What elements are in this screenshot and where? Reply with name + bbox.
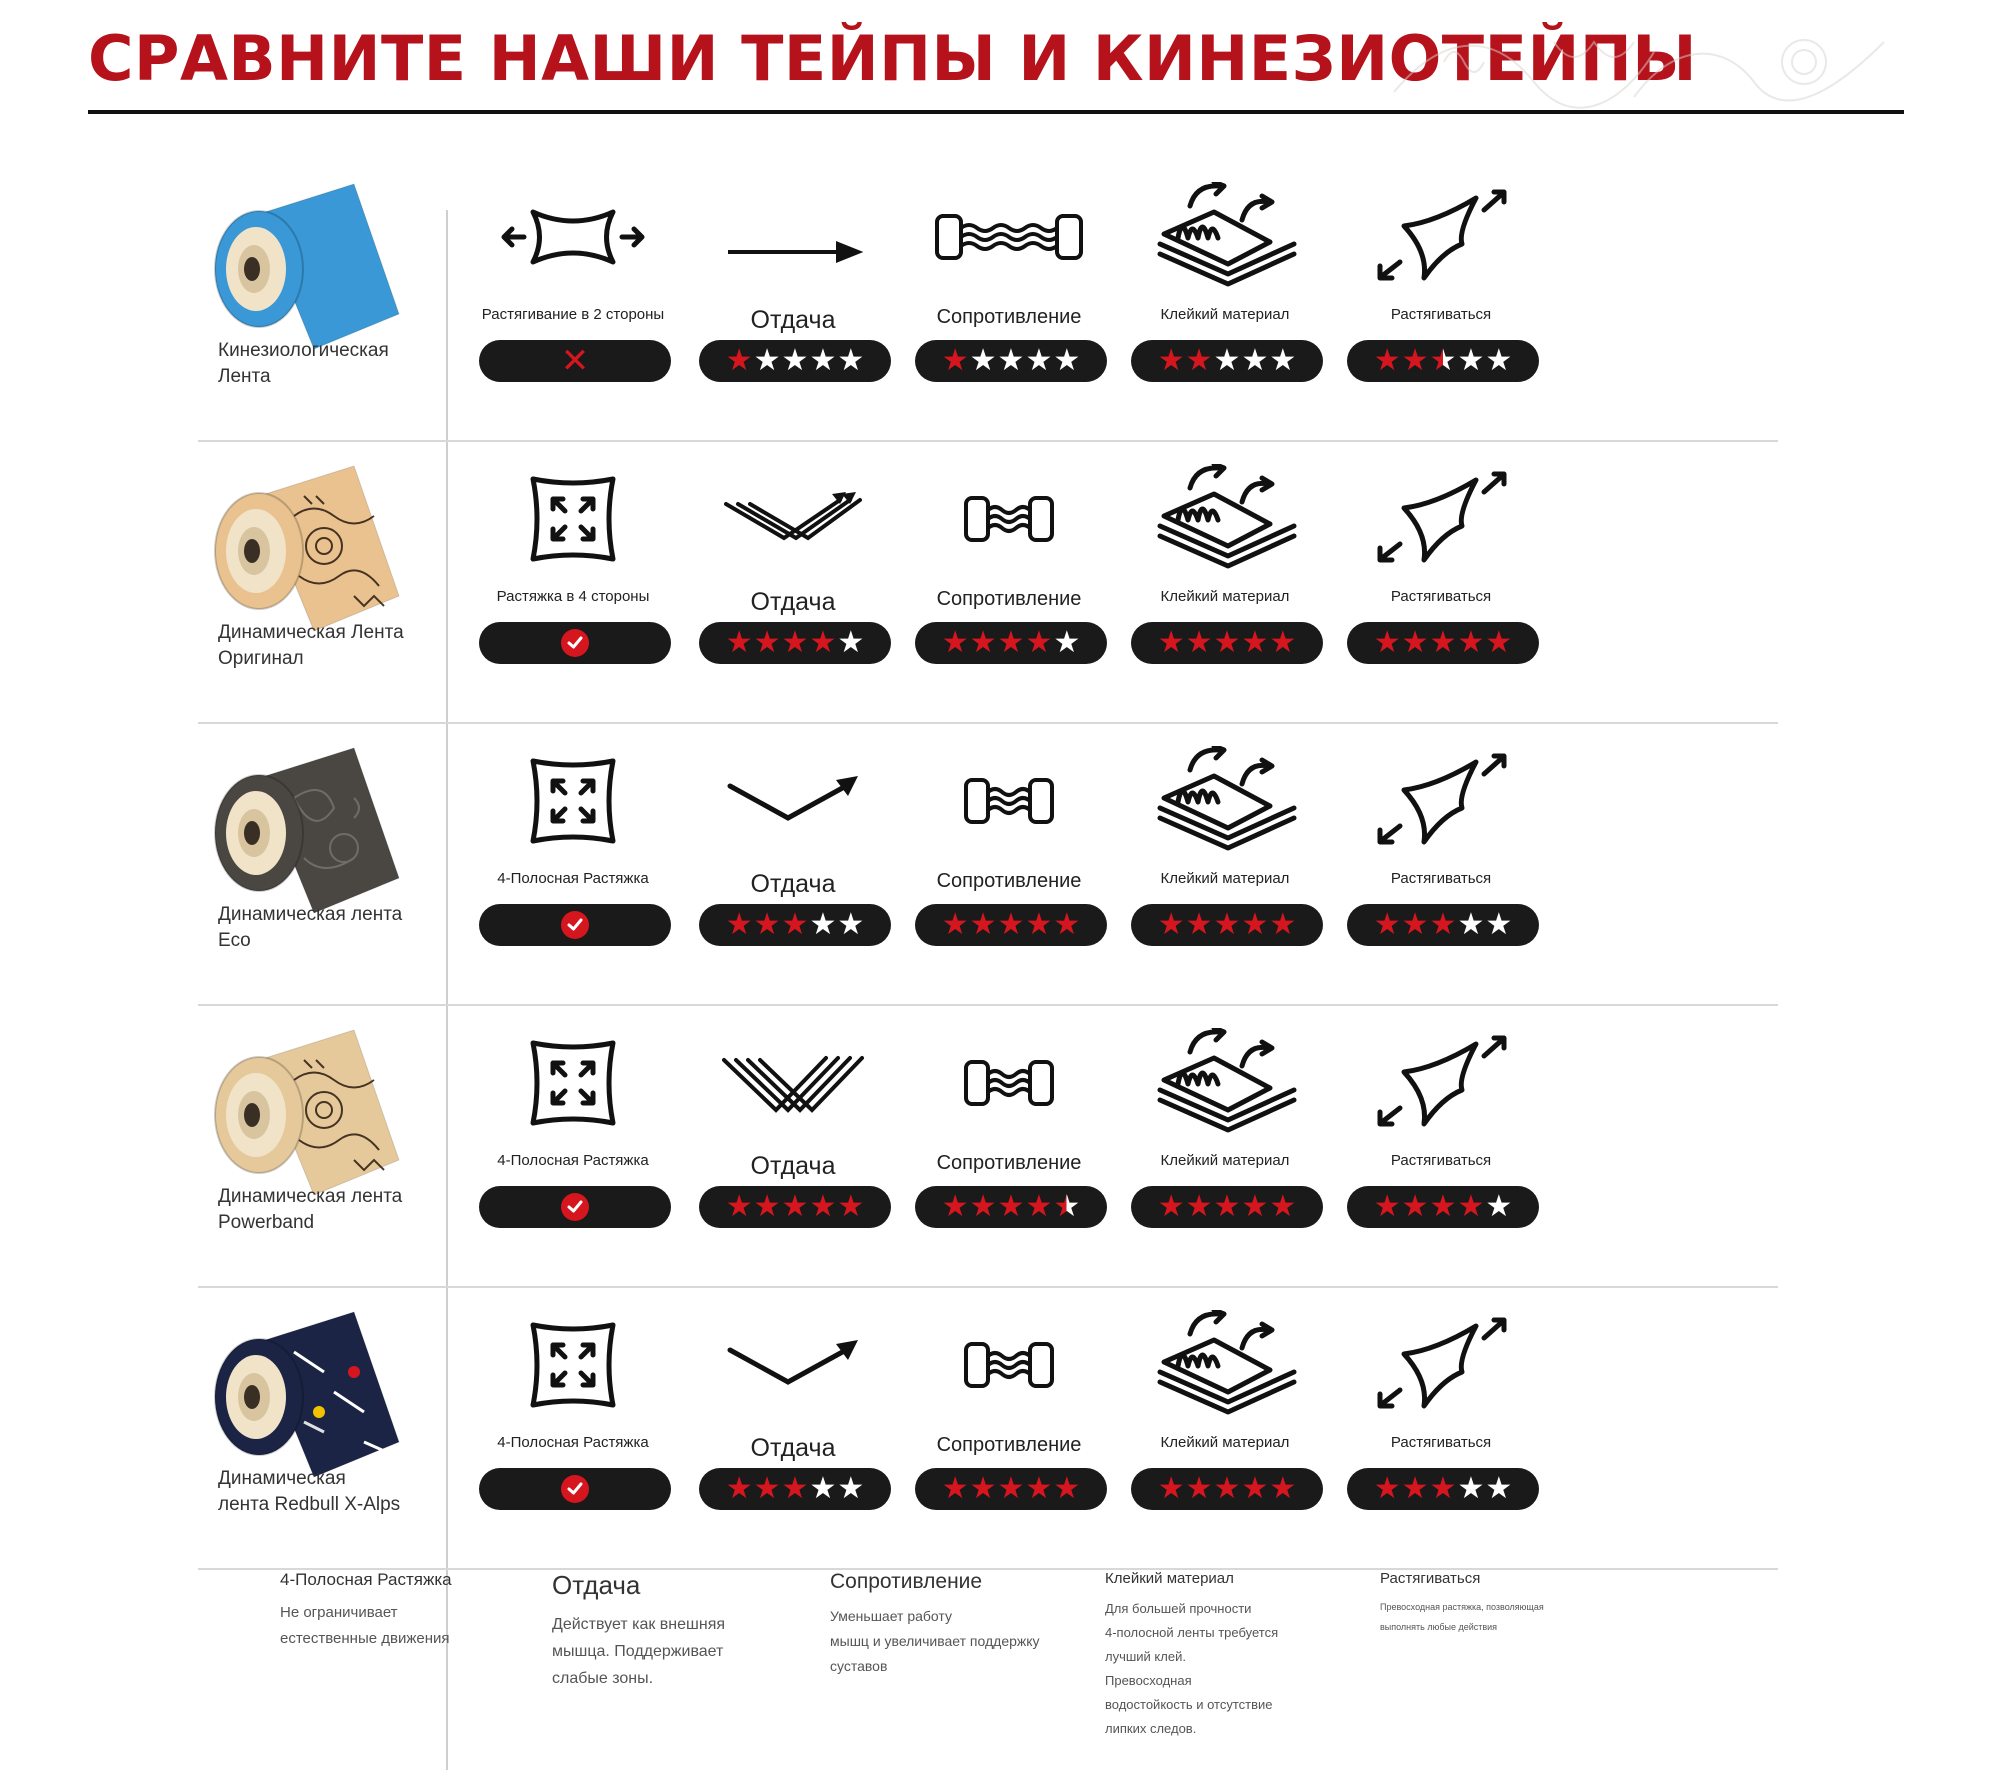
star-icon: ★: [1241, 907, 1269, 942]
resistance-cell: [909, 442, 1109, 724]
star-icon: ★: [941, 907, 969, 942]
product-cell: [198, 442, 443, 724]
star-icon: ★: [837, 1471, 865, 1506]
adhesive-cell: [1125, 724, 1325, 1006]
resistance-short-icon: [909, 1028, 1109, 1138]
star-icon: ★: [1269, 343, 1297, 378]
tape-roll-image: [204, 1020, 404, 1200]
star-icon: ★: [1213, 1471, 1241, 1506]
resistance-label: Сопротивление: [936, 1152, 1082, 1174]
star-icon: ★: [1429, 1189, 1457, 1224]
star-icon: ★: [1429, 625, 1457, 660]
recoil-quad-icon: [693, 1028, 893, 1138]
adhesive-layers-icon: [1125, 746, 1325, 856]
star-icon: ★: [753, 1471, 781, 1506]
resistance-rating: [915, 904, 1107, 946]
recoil-cell: [693, 442, 893, 724]
description-line: мышц и увеличивает поддержку: [830, 1633, 1040, 1649]
stretch-indicator: [479, 622, 671, 664]
description-line: Превосходная: [1105, 1673, 1192, 1688]
star-icon: ★: [1241, 1189, 1269, 1224]
check-icon: [561, 911, 589, 939]
page-header: [88, 22, 1904, 114]
stretch-4-way-icon: [473, 1310, 673, 1420]
star-icon: ★: [725, 1471, 753, 1506]
star-icon: ★: [781, 1189, 809, 1224]
stretch-label: Растягивание в 2 стороны: [481, 306, 665, 323]
product-cell: [198, 1006, 443, 1288]
star-icon: ★: [969, 625, 997, 660]
star-icon: ★: [1485, 1189, 1513, 1224]
adhesive-rating: [1131, 1186, 1323, 1228]
star-icon: ★: [1457, 343, 1485, 378]
star-icon: ★: [941, 343, 969, 378]
stretch-cell: [473, 442, 673, 724]
stretch-label: 4-Полосная Растяжка: [497, 1152, 649, 1169]
description-title: Сопротивление: [830, 1570, 983, 1593]
adhesive-cell: [1125, 1006, 1325, 1288]
elastic-star-icon: [1341, 182, 1541, 292]
star-icon: ★: [1269, 1471, 1297, 1506]
star-icon: ★: [1401, 1189, 1429, 1224]
stretch-cell: [473, 1006, 673, 1288]
stretch-indicator: [479, 1468, 671, 1510]
star-icon: ★: [1185, 343, 1213, 378]
adhesive-layers-icon: [1125, 1310, 1325, 1420]
recoil-label: Отдача: [750, 588, 836, 616]
stretch-label: Растяжка в 4 стороны: [496, 588, 650, 605]
description-line: суставов: [830, 1658, 888, 1674]
stretch-cell: [473, 724, 673, 1006]
star-icon: ★: [969, 1471, 997, 1506]
product-name-line: Кинезиологическая: [218, 340, 389, 361]
recoil-rating: [699, 1186, 891, 1228]
product-name-line: Динамическая лента: [218, 1186, 403, 1207]
elasticity-label: Растягиваться: [1390, 306, 1492, 323]
check-icon: [561, 629, 589, 657]
star-icon: ★: [1053, 625, 1081, 660]
star-icon: ★: [1157, 1471, 1185, 1506]
star-icon: ★: [1185, 907, 1213, 942]
star-icon: ★: [1185, 1471, 1213, 1506]
elasticity-label: Растягиваться: [1390, 1152, 1492, 1169]
adhesive-label: Клейкий материал: [1160, 306, 1290, 323]
description-text: [830, 1604, 1060, 1679]
resistance-cell: [909, 160, 1109, 442]
star-icon: ★: [1269, 625, 1297, 660]
tape-roll-image: [204, 456, 404, 636]
star-icon: ★: [809, 1189, 837, 1224]
tape-roll-image: [204, 738, 404, 918]
star-icon: ★: [1185, 1189, 1213, 1224]
star-icon: ★: [725, 907, 753, 942]
check-icon: [561, 1475, 589, 1503]
star-icon: ★: [725, 1189, 753, 1224]
recoil-rating: [699, 1468, 891, 1510]
adhesive-rating: [1131, 1468, 1323, 1510]
star-icon: ★: [1157, 1189, 1185, 1224]
feature-description: [830, 1570, 1060, 1679]
elasticity-cell: [1341, 160, 1541, 442]
star-icon: ★: [941, 1189, 969, 1224]
resistance-rating: [915, 622, 1107, 664]
star-icon: ★: [1373, 1471, 1401, 1506]
resistance-label: Сопротивление: [936, 1434, 1082, 1456]
star-icon: ★: [1373, 343, 1401, 378]
description-text: [552, 1611, 782, 1692]
product-name-line: Powerband: [218, 1212, 315, 1233]
product-row: [198, 1006, 1778, 1288]
recoil-cell: [693, 1288, 893, 1570]
star-icon: ★: [969, 1189, 997, 1224]
adhesive-label: Клейкий материал: [1160, 870, 1290, 887]
resistance-label: Сопротивление: [936, 306, 1082, 328]
recoil-label: Отдача: [750, 1434, 836, 1462]
resistance-cell: [909, 1006, 1109, 1288]
elasticity-label: Растягиваться: [1390, 870, 1492, 887]
description-text: [1380, 1597, 1610, 1637]
stretch-cell: [473, 160, 673, 442]
tape-roll-image: [204, 174, 404, 354]
description-line: мышца. Поддерживает: [552, 1643, 724, 1660]
recoil-single-icon: [693, 746, 893, 856]
star-icon: ★: [1429, 343, 1457, 378]
product-row: [198, 160, 1778, 442]
feature-description: [1105, 1570, 1335, 1741]
star-icon: ★: [1213, 343, 1241, 378]
elastic-star-icon: [1341, 1028, 1541, 1138]
stretch-indicator: [479, 340, 671, 382]
product-name-line: Лента: [218, 366, 271, 387]
adhesive-layers-icon: [1125, 464, 1325, 574]
star-icon: ★: [1025, 1189, 1053, 1224]
elasticity-rating: [1347, 1468, 1539, 1510]
elasticity-rating: [1347, 904, 1539, 946]
description-text: [280, 1600, 510, 1652]
resistance-rating: [915, 340, 1107, 382]
description-line: лучший клей.: [1105, 1649, 1186, 1664]
resistance-label: Сопротивление: [936, 870, 1082, 892]
star-icon: ★: [1157, 343, 1185, 378]
star-icon: ★: [1373, 1189, 1401, 1224]
product-name: [218, 1466, 443, 1518]
check-icon: [561, 1193, 589, 1221]
star-icon: ★: [997, 1471, 1025, 1506]
star-icon: ★: [1157, 625, 1185, 660]
stretch-2-way-icon: [473, 182, 673, 292]
star-icon: ★: [1269, 907, 1297, 942]
elastic-star-icon: [1341, 1310, 1541, 1420]
recoil-line-icon: [693, 182, 893, 292]
description-line: Не ограничивает: [280, 1604, 398, 1621]
recoil-cell: [693, 160, 893, 442]
description-line: 4-полосной ленты требуется: [1105, 1625, 1279, 1640]
star-icon: ★: [1485, 907, 1513, 942]
description-line: слабые зоны.: [552, 1670, 654, 1687]
resistance-short-icon: [909, 464, 1109, 574]
resistance-rating: [915, 1186, 1107, 1228]
product-name-line: Динамическая: [218, 1468, 346, 1489]
recoil-triple-icon: [693, 464, 893, 574]
star-icon: ★: [997, 1189, 1025, 1224]
recoil-cell: [693, 1006, 893, 1288]
description-title: 4-Полосная Растяжка: [280, 1570, 452, 1589]
adhesive-layers-icon: [1125, 1028, 1325, 1138]
star-icon: ★: [837, 907, 865, 942]
description-line: Для большей прочности: [1105, 1601, 1252, 1616]
description-line: Превосходная растяжка, позволяющая: [1380, 1602, 1544, 1612]
elasticity-rating: [1347, 1186, 1539, 1228]
description-title: Отдача: [552, 1570, 641, 1600]
star-icon: ★: [809, 625, 837, 660]
stretch-label: 4-Полосная Растяжка: [497, 1434, 649, 1451]
description-line: естественные движения: [280, 1630, 450, 1647]
elasticity-cell: [1341, 442, 1541, 724]
star-icon: ★: [997, 625, 1025, 660]
star-icon: ★: [1269, 1189, 1297, 1224]
star-icon: ★: [781, 1471, 809, 1506]
star-icon: ★: [1401, 907, 1429, 942]
star-icon: ★: [781, 907, 809, 942]
feature-description: [552, 1570, 782, 1692]
recoil-rating: [699, 904, 891, 946]
star-icon: ★: [1241, 343, 1269, 378]
recoil-rating: [699, 340, 891, 382]
star-icon: ★: [809, 1471, 837, 1506]
recoil-label: Отдача: [750, 1152, 836, 1180]
star-icon: ★: [753, 343, 781, 378]
product-name: [218, 620, 443, 672]
star-icon: ★: [1457, 625, 1485, 660]
description-title: Растягиваться: [1380, 1570, 1481, 1587]
product-row: [198, 442, 1778, 724]
star-icon: ★: [1025, 907, 1053, 942]
star-icon: ★: [1053, 907, 1081, 942]
recoil-label: Отдача: [750, 870, 836, 898]
stretch-indicator: [479, 1186, 671, 1228]
elasticity-cell: [1341, 1006, 1541, 1288]
description-line: Уменьшает работу: [830, 1608, 952, 1624]
stretch-indicator: [479, 904, 671, 946]
recoil-label: Отдача: [750, 306, 836, 334]
star-icon: ★: [1053, 343, 1081, 378]
elastic-star-icon: [1341, 464, 1541, 574]
star-icon: ★: [809, 907, 837, 942]
product-name: [218, 1184, 443, 1236]
product-cell: [198, 724, 443, 1006]
adhesive-cell: [1125, 160, 1325, 442]
elasticity-cell: [1341, 724, 1541, 1006]
resistance-long-icon: [909, 182, 1109, 292]
adhesive-label: Клейкий материал: [1160, 588, 1290, 605]
stretch-4-way-icon: [473, 464, 673, 574]
star-icon: ★: [1457, 1471, 1485, 1506]
star-icon: ★: [1213, 1189, 1241, 1224]
star-icon: ★: [969, 907, 997, 942]
resistance-short-icon: [909, 1310, 1109, 1420]
elasticity-rating: [1347, 622, 1539, 664]
star-icon: ★: [1401, 343, 1429, 378]
adhesive-rating: [1131, 904, 1323, 946]
star-icon: ★: [809, 343, 837, 378]
resistance-rating: [915, 1468, 1107, 1510]
product-row: [198, 724, 1778, 1006]
star-icon: ★: [997, 343, 1025, 378]
product-cell: [198, 1288, 443, 1570]
star-icon: ★: [837, 625, 865, 660]
star-icon: ★: [725, 343, 753, 378]
recoil-single-icon: [693, 1310, 893, 1420]
resistance-cell: [909, 724, 1109, 1006]
star-icon: ★: [1025, 343, 1053, 378]
star-icon: ★: [1157, 907, 1185, 942]
recoil-rating: [699, 622, 891, 664]
elastic-star-icon: [1341, 746, 1541, 856]
adhesive-cell: [1125, 1288, 1325, 1570]
star-icon: ★: [837, 343, 865, 378]
star-icon: ★: [969, 343, 997, 378]
stretch-4-way-icon: [473, 746, 673, 856]
star-icon: ★: [1429, 907, 1457, 942]
description-line: Действует как внешняя: [552, 1616, 726, 1633]
description-line: липких следов.: [1105, 1721, 1197, 1736]
product-name-line: Eco: [218, 930, 251, 951]
star-icon: ★: [1485, 343, 1513, 378]
star-icon: ★: [753, 907, 781, 942]
cross-icon: ✕: [560, 341, 590, 381]
star-icon: ★: [753, 625, 781, 660]
elasticity-cell: [1341, 1288, 1541, 1570]
star-icon: ★: [1053, 1189, 1081, 1224]
star-icon: ★: [1213, 907, 1241, 942]
resistance-short-icon: [909, 746, 1109, 856]
stretch-4-way-icon: [473, 1028, 673, 1138]
tape-roll-image: [204, 1302, 404, 1482]
star-icon: ★: [781, 625, 809, 660]
star-icon: ★: [1401, 1471, 1429, 1506]
description-title: Клейкий материал: [1105, 1570, 1234, 1587]
star-icon: ★: [1213, 625, 1241, 660]
elasticity-label: Растягиваться: [1390, 588, 1492, 605]
star-icon: ★: [1429, 1471, 1457, 1506]
product-name-line: Оригинал: [218, 648, 304, 669]
adhesive-label: Клейкий материал: [1160, 1434, 1290, 1451]
description-line: выполнять любые действия: [1380, 1622, 1498, 1632]
elasticity-label: Растягиваться: [1390, 1434, 1492, 1451]
description-text: [1105, 1597, 1335, 1741]
star-icon: ★: [1485, 625, 1513, 660]
stretch-label: 4-Полосная Растяжка: [497, 870, 649, 887]
adhesive-cell: [1125, 442, 1325, 724]
star-icon: ★: [1457, 1189, 1485, 1224]
star-icon: ★: [781, 343, 809, 378]
adhesive-layers-icon: [1125, 182, 1325, 292]
feature-description: [1380, 1570, 1610, 1637]
product-name-line: лента Redbull X-Alps: [218, 1494, 401, 1515]
product-name-line: Динамическая Лента: [218, 622, 404, 643]
star-icon: ★: [1241, 625, 1269, 660]
adhesive-rating: [1131, 622, 1323, 664]
star-icon: ★: [1457, 907, 1485, 942]
resistance-cell: [909, 1288, 1109, 1570]
adhesive-label: Клейкий материал: [1160, 1152, 1290, 1169]
ornament-decoration-icon: [1384, 22, 1904, 110]
star-icon: ★: [997, 907, 1025, 942]
resistance-label: Сопротивление: [936, 588, 1082, 610]
product-name: [218, 338, 443, 390]
star-icon: ★: [1401, 625, 1429, 660]
star-icon: ★: [1185, 625, 1213, 660]
star-icon: ★: [941, 625, 969, 660]
star-icon: ★: [1373, 907, 1401, 942]
star-icon: ★: [1241, 1471, 1269, 1506]
star-icon: ★: [837, 1189, 865, 1224]
product-name: [218, 902, 443, 954]
elasticity-rating: [1347, 340, 1539, 382]
star-icon: ★: [1025, 1471, 1053, 1506]
star-icon: ★: [941, 1471, 969, 1506]
adhesive-rating: [1131, 340, 1323, 382]
star-icon: ★: [1485, 1471, 1513, 1506]
star-icon: ★: [725, 625, 753, 660]
description-line: водостойкость и отсутствие: [1105, 1697, 1273, 1712]
product-cell: [198, 160, 443, 442]
product-name-line: Динамическая лента: [218, 904, 403, 925]
product-row: [198, 1288, 1778, 1570]
star-icon: ★: [753, 1189, 781, 1224]
feature-description: [280, 1570, 510, 1652]
star-icon: ★: [1025, 625, 1053, 660]
stretch-cell: [473, 1288, 673, 1570]
star-icon: ★: [1053, 1471, 1081, 1506]
star-icon: ★: [1373, 625, 1401, 660]
recoil-cell: [693, 724, 893, 1006]
page-title: СРАВНИТЕ НАШИ ТЕЙПЫ И КИНЕЗИОТЕЙПЫ: [88, 22, 1697, 95]
